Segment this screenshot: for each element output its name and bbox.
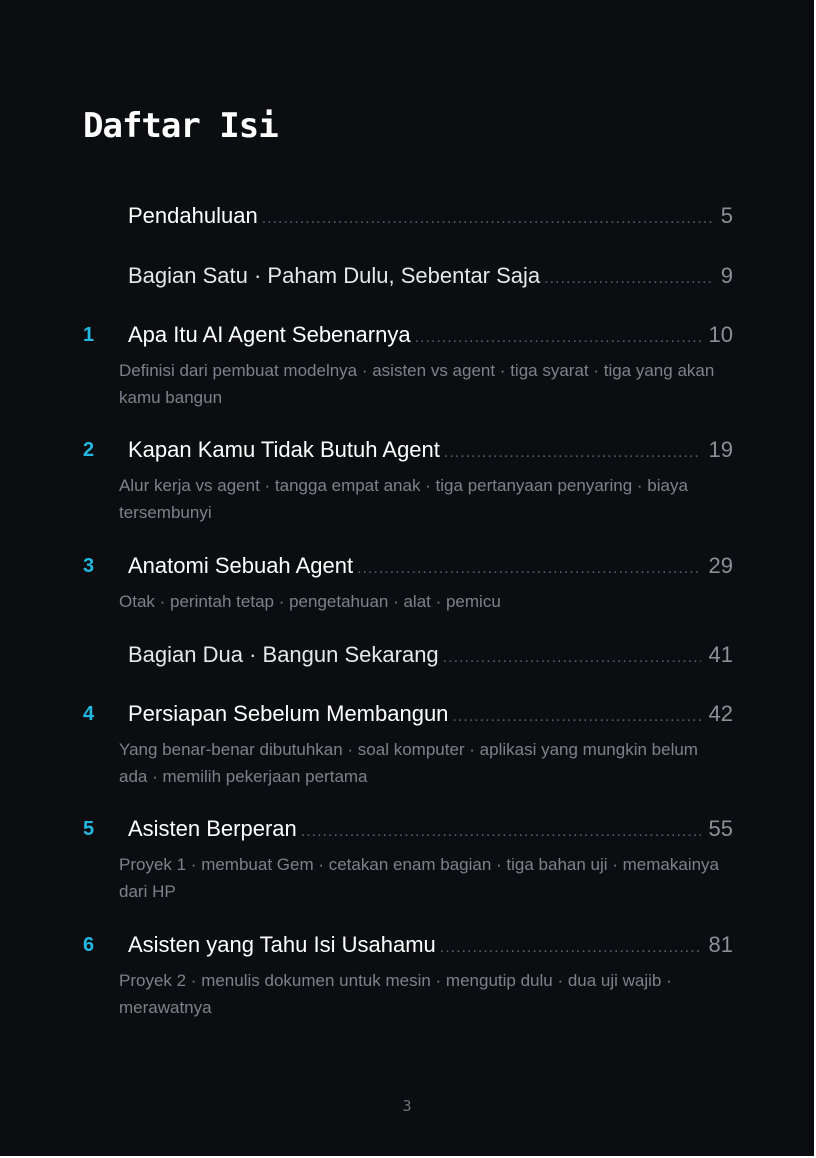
toc-line [128,436,733,467]
chapter-description: Alur kerja vs agent · tangga empat anak · tiga pertanyaan penyaring · biaya tersembunyi [119,476,688,522]
toc-entry-pendahuluan[interactable] [83,202,733,230]
toc-entry-chapter-3[interactable] [83,552,733,615]
entry-title: Kapan Kamu Tidak Butuh Agent [128,437,440,462]
chapter-number: 6 [83,934,95,956]
toc-line [128,262,733,293]
chapter-description: Proyek 1 · membuat Gem · cetakan enam bagian · tiga bahan uji · memakainya dari HP [119,855,720,901]
chapter-description: Proyek 2 · menulis dokumen untuk mesin · mengutip dulu · dua uji wajib · merawatnya [119,971,672,1017]
dot-leader [443,644,701,672]
entry-page-number: 19 [708,437,733,462]
toc-line [128,641,733,672]
dot-leader [440,934,701,962]
entry-page-number: 81 [708,932,733,957]
toc-line [128,815,733,846]
entry-page-number: 55 [708,816,733,841]
part-title: Bagian Dua · Bangun Sekarang [128,642,439,667]
toc-entry-chapter-4[interactable] [83,700,733,790]
toc-row [83,262,733,290]
entry-title: Anatomi Sebuah Agent [128,553,354,578]
dot-leader [415,324,701,352]
entry-title: Persiapan Sebelum Membangun [128,701,449,726]
toc-line [128,700,733,731]
entry-page-number: 10 [708,322,733,347]
entry-page-number: 5 [720,203,733,228]
page-number: 3 [402,1097,412,1115]
dot-leader [544,265,713,293]
toc-row [83,321,733,349]
chapter-description: Otak · perintah tetap · pengetahuan · alat · pemicu [119,592,501,611]
page-title: Daftar Isi [83,106,278,146]
entry-page-number: 42 [708,701,733,726]
toc-line [128,321,733,352]
chapter-number: 5 [83,818,95,840]
entry-title: Asisten Berperan [128,816,297,841]
entry-title: Apa Itu AI Agent Sebenarnya [128,322,411,347]
toc-entry-bagian-dua[interactable] [83,641,733,669]
entry-page-number: 29 [708,553,733,578]
chapter-number: 1 [83,324,95,346]
dot-leader [262,205,713,233]
toc-row [83,641,733,669]
entry-title: Asisten yang Tahu Isi Usahamu [128,932,436,957]
toc-line [128,931,733,962]
toc-row [83,436,733,464]
dot-leader [357,555,700,583]
entry-page-number: 9 [720,263,733,288]
chapter-number: 3 [83,555,95,577]
part-title: Bagian Satu · Paham Dulu, Sebentar Saja [128,263,541,288]
toc-entry-chapter-2[interactable] [83,436,733,526]
toc-row [83,700,733,728]
entry-title: Pendahuluan [128,203,258,228]
dot-leader [444,439,701,467]
toc-entry-bagian-satu[interactable] [83,262,733,290]
toc-row [83,815,733,843]
chapter-number: 4 [83,703,95,725]
toc-row [83,552,733,580]
dot-leader [452,703,700,731]
toc-line [128,552,733,583]
toc-entry-chapter-5[interactable] [83,815,733,905]
dot-leader [301,818,701,846]
toc-row [83,202,733,230]
toc-entry-chapter-1[interactable] [83,321,733,411]
toc-entry-chapter-6[interactable] [83,931,733,1021]
chapter-description: Definisi dari pembuat modelnya · asisten vs agent · tiga syarat · tiga yang akan kamu bangun [119,361,715,407]
toc-line [128,202,733,233]
chapter-number: 2 [83,439,95,461]
toc-row [83,931,733,959]
entry-page-number: 41 [708,642,733,667]
chapter-description: Yang benar-benar dibutuhkan · soal komputer · aplikasi yang mungkin belum ada · memilih pekerjaan pertama [119,740,698,786]
